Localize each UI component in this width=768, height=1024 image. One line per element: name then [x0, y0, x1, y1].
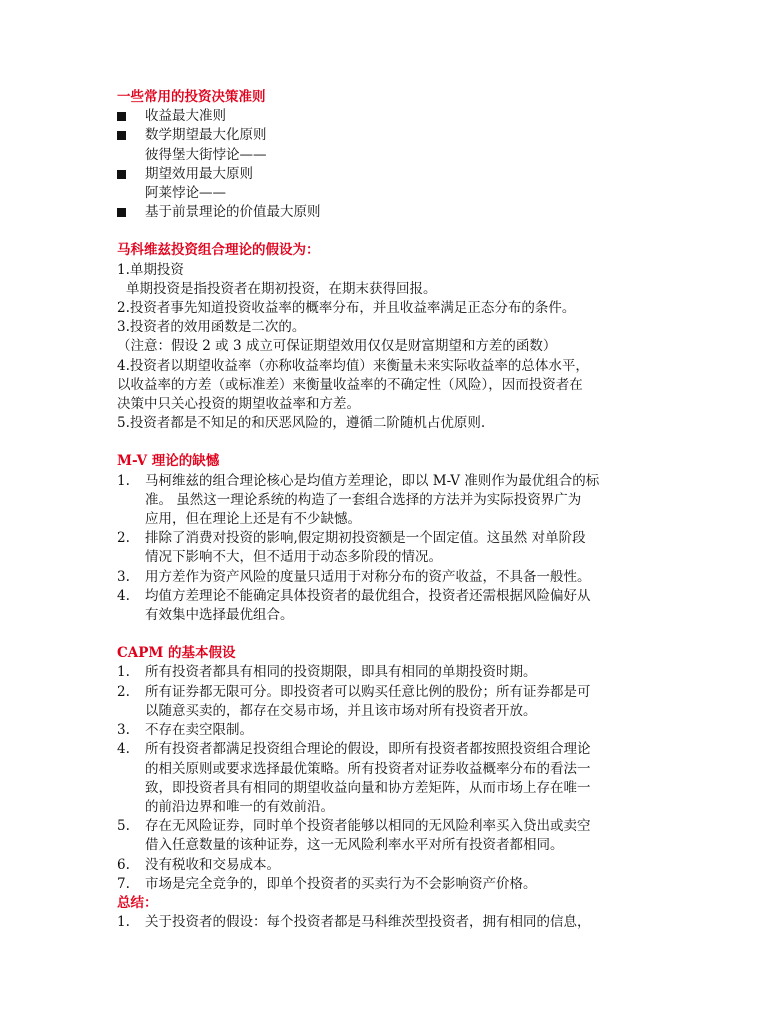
square-bullet-icon	[117, 170, 126, 179]
list-sub-item: 阿莱悖论——	[145, 185, 226, 202]
list-line: 准。 虽然这一理论系统的构造了一套组合选择的方法并为实际投资界广为	[145, 491, 582, 508]
list-item	[117, 663, 657, 682]
paragraph-line: 3.投资者的效用函数是二次的。	[117, 319, 306, 336]
section-title-summary: 总结：	[117, 894, 158, 911]
list-item	[117, 817, 657, 855]
list-item	[117, 587, 657, 625]
list-item	[117, 875, 657, 894]
numbered-list-summary	[117, 913, 657, 932]
list-sub-item: 彼得堡大街悖论——	[145, 146, 267, 163]
list-item	[117, 721, 657, 740]
list-line: 用方差作为资产风险的度量只适用于对称分布的资产收益，不具备一般性。	[145, 568, 591, 585]
list-line: 存在无风险证券，同时单个投资者能够以相同的无风险利率买入贷出或卖空	[145, 818, 591, 835]
list-item	[117, 472, 657, 530]
section-title-rules: 一些常用的投资决策准则	[117, 89, 266, 105]
list-line: 市场是完全竞争的，即单个投资者的买卖行为不会影响资产价格。	[145, 875, 537, 892]
numbered-list-capm	[117, 663, 657, 893]
list-item: 数学期望最大化原则	[117, 126, 657, 145]
list-number: 6.	[117, 856, 130, 873]
list-line: 均值方差理论不能确定具体投资者的最优组合，投资者还需根据风险偏好从	[145, 587, 591, 604]
list-number: 4.	[117, 741, 130, 758]
list-line: 应用，但在理论上还是有不少缺憾。	[145, 511, 361, 528]
list-item	[117, 856, 657, 875]
list-line: 不存在卖空限制。	[145, 722, 253, 739]
list-line: 借入任意数量的该种证券，这一无风险利率水平对所有投资者都相同。	[145, 837, 564, 854]
list-line: 的相关原则或要求选择最优策略。所有投资者对证券收益概率分布的看法一	[145, 760, 591, 777]
list-item	[117, 568, 657, 587]
list-line: 的前沿边界和唯一的有效前沿。	[145, 798, 334, 815]
list-item	[117, 683, 657, 721]
list-number: 3.	[117, 722, 130, 739]
list-item: 基于前景理论的价值最大原则	[117, 203, 657, 222]
list-line: 没有税收和交易成本。	[145, 856, 280, 873]
section-title-capm: CAPM 的基本假设	[117, 645, 236, 662]
paragraph-line: （注意：假设 2 或 3 成立可保证期望效用仅仅是财富期望和方差的函数）	[117, 338, 557, 355]
list-line: 所有证券都无限可分。即投资者可以购买任意比例的股份；所有证券都是可	[145, 683, 591, 700]
list-item: 收益最大准则	[117, 107, 657, 126]
section-title-mv-flaws: M-V 理论的缺憾	[117, 453, 220, 470]
list-line: 有效集中选择最优组合。	[145, 607, 294, 624]
section-title-markowitz: 马科维兹投资组合理论的假设为：	[117, 242, 320, 259]
paragraph-line: 5.投资者都是不知足的和厌恶风险的，遵循二阶随机占优原则.	[117, 415, 486, 432]
list-line: 马柯维兹的组合理论核心是均值方差理论，即以 M-V 准则作为最优组合的标	[145, 472, 600, 489]
list-line: 所有投资者都具有相同的投资期限，即具有相同的单期投资时期。	[145, 664, 537, 681]
list-number: 1.	[117, 472, 130, 489]
list-number: 1.	[117, 914, 130, 931]
list-line: 所有投资者都满足投资组合理论的假设，即所有投资者都按照投资组合理论	[145, 741, 591, 758]
list-item: 期望效用最大原则	[117, 165, 657, 184]
list-line: 排除了消费对投资的影响,假定期初投资额是一个固定值。这虽然 对单阶段	[145, 530, 586, 547]
list-line: 关于投资者的假设：每个投资者都是马科维茨型投资者，拥有相同的信息，	[145, 914, 591, 931]
list-number: 2.	[117, 683, 130, 700]
list-item	[117, 740, 657, 817]
list-line: 情况下影响不大，但不适用于动态多阶段的情况。	[145, 549, 442, 566]
paragraph-line: 1.单期投资	[117, 261, 184, 278]
list-number: 2.	[117, 530, 130, 547]
document-body	[117, 88, 657, 932]
paragraph-line: 4.投资者以期望收益率（亦称收益率均值）来衡量未来实际收益率的总体水平，	[117, 357, 589, 374]
paragraph-line: 2.投资者事先知道投资收益率的概率分布，并且收益率满足正态分布的条件。	[117, 300, 576, 317]
list-item	[117, 913, 657, 932]
list-line: 以随意买卖的，都存在交易市场，并且该市场对所有投资者开放。	[145, 702, 537, 719]
list-number: 3.	[117, 568, 130, 585]
paragraph-line: 以收益率的方差（或标准差）来衡量收益率的不确定性（风险），因而投资者在	[117, 376, 583, 393]
list-line: 致，即投资者具有相同的期望收益向量和协方差矩阵，从而市场上存在唯一	[145, 779, 591, 796]
list-number: 1.	[117, 664, 130, 681]
square-bullet-icon	[117, 112, 126, 121]
list-number: 7.	[117, 875, 130, 892]
square-bullet-icon	[117, 131, 126, 140]
list-number: 4.	[117, 587, 130, 604]
square-bullet-icon	[117, 208, 126, 217]
list-number: 5.	[117, 818, 130, 835]
paragraph-line: 单期投资是指投资者在期初投资，在期末获得回报。	[126, 280, 437, 297]
paragraph-line: 决策中只关心投资的期望收益率和方差。	[117, 396, 360, 413]
list-item	[117, 529, 657, 567]
numbered-list-mv-flaws	[117, 472, 657, 626]
